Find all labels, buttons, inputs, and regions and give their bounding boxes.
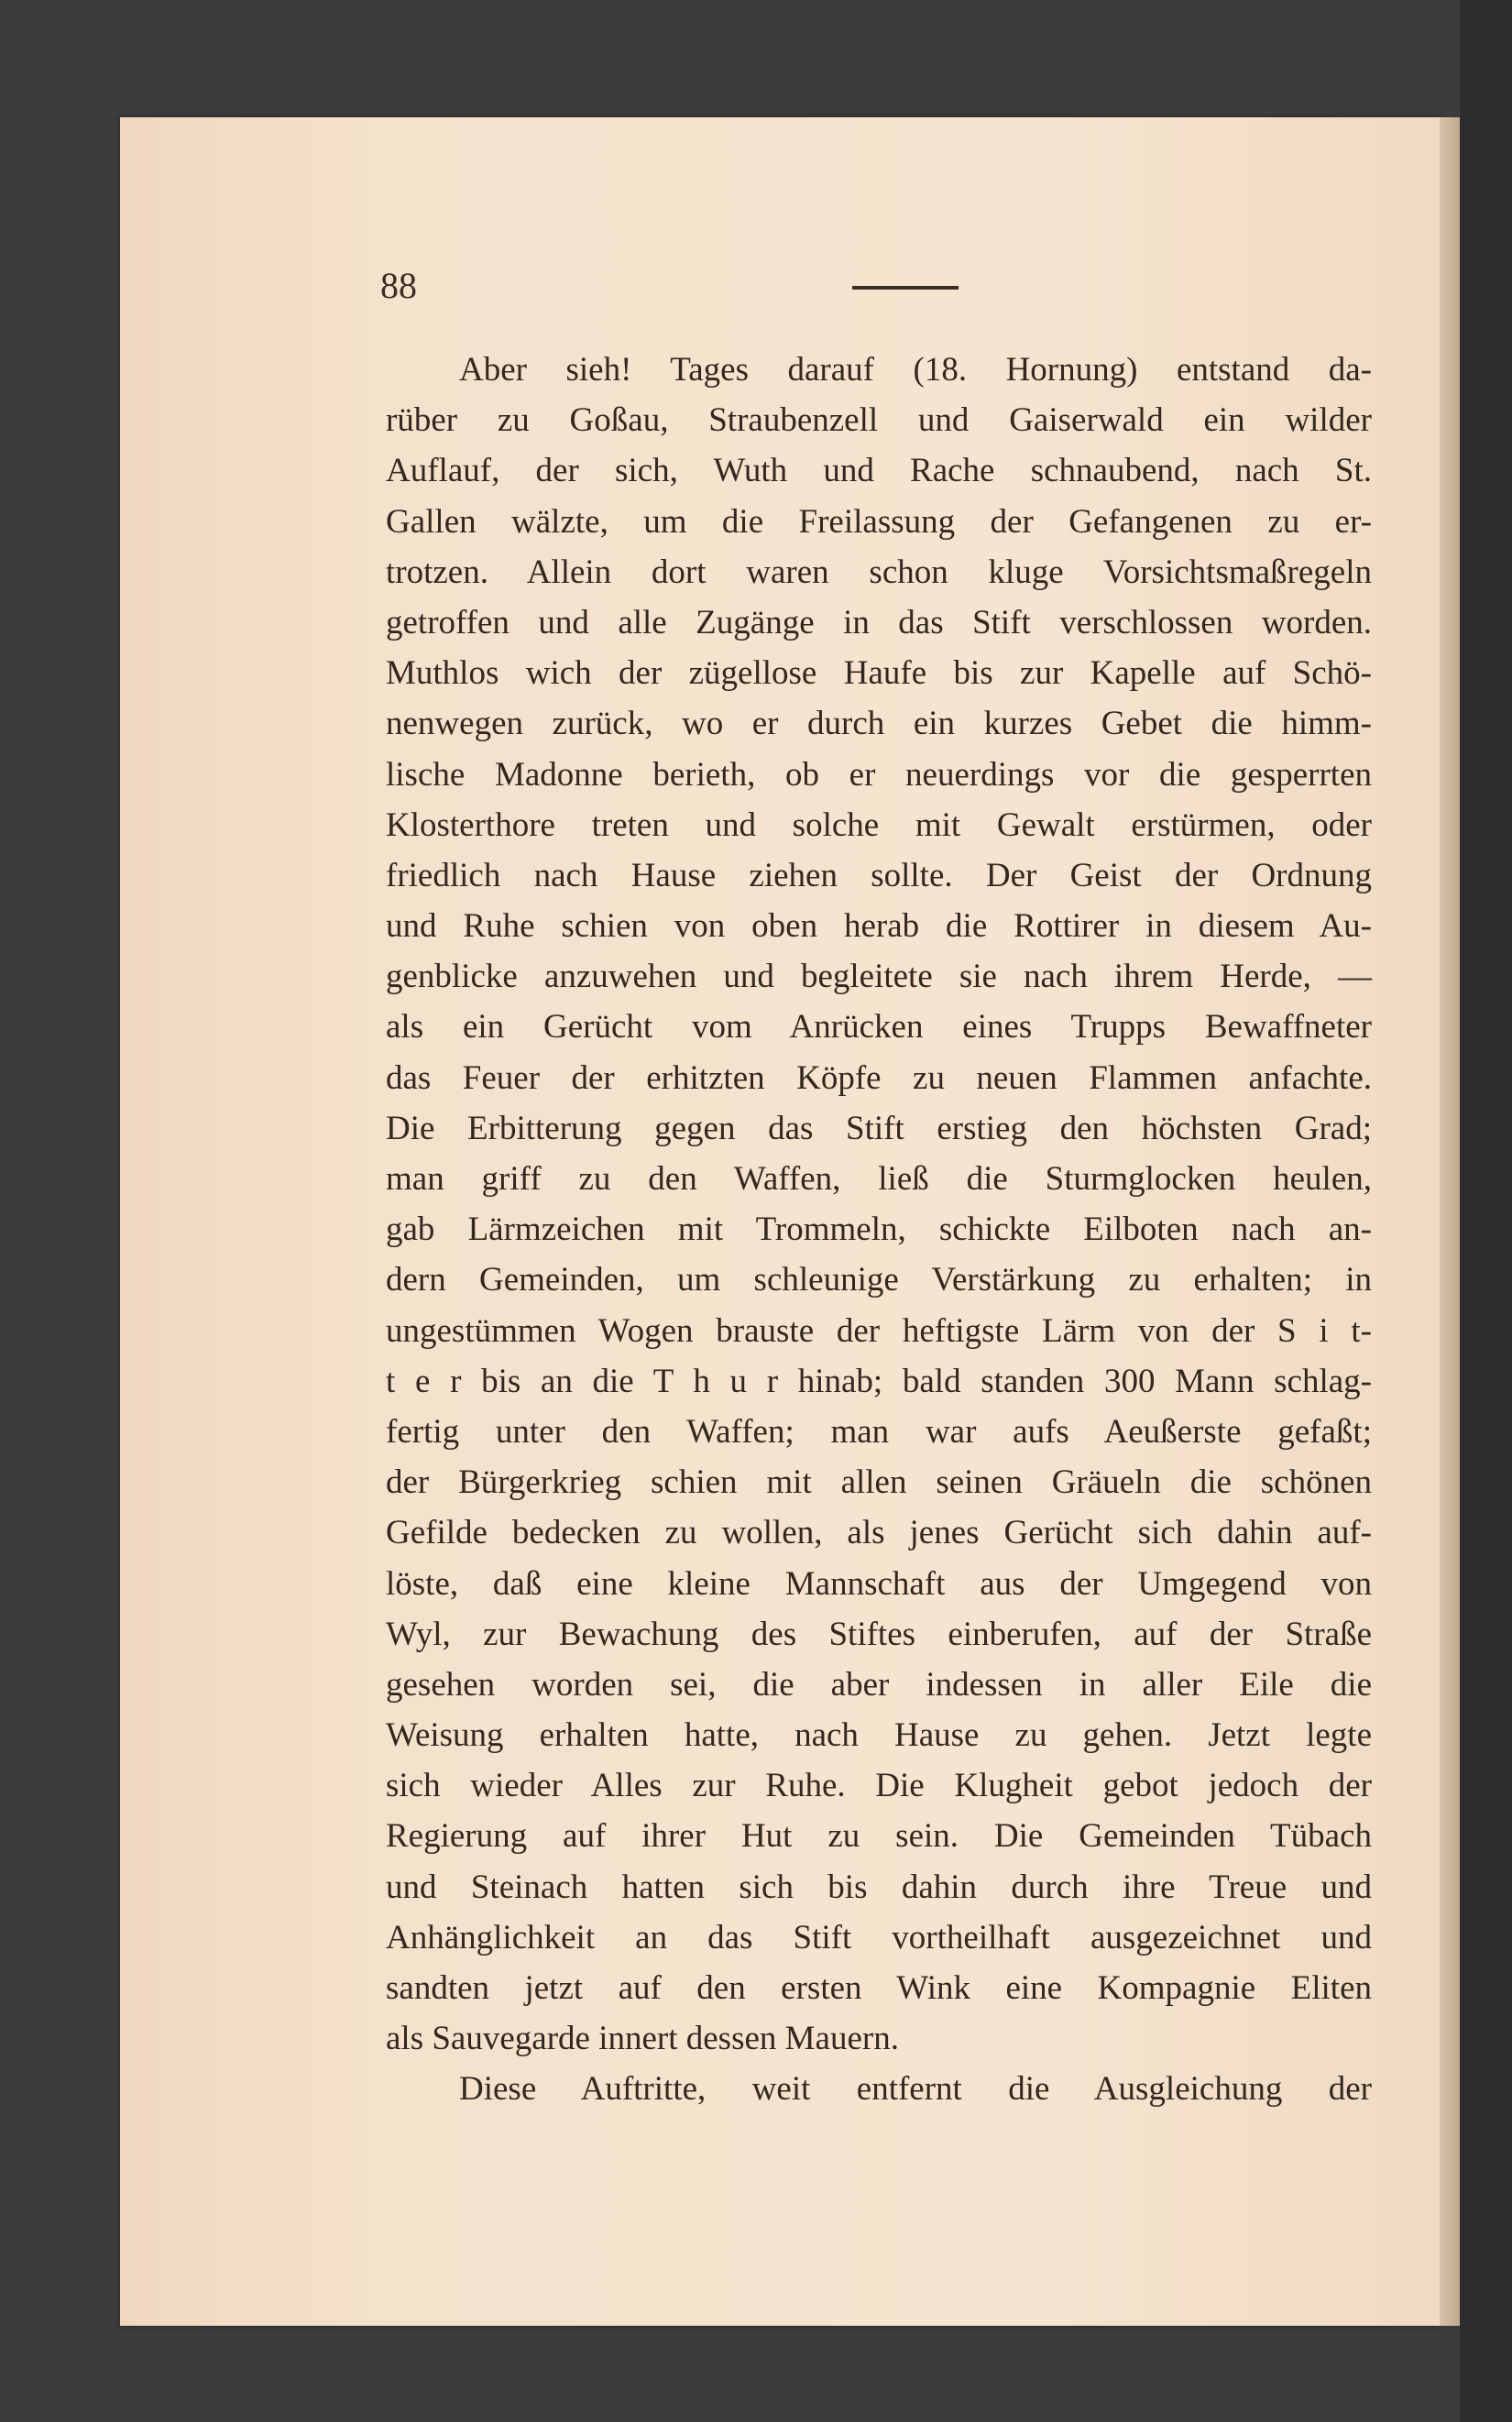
text-line: genblicke anzuwehen und begleitete sie nach ihrem Herde, —: [386, 958, 1372, 996]
text-line: trotzen. Allein dort waren schon kluge Vorsichtsmaßregeln: [386, 553, 1372, 591]
text-line: löste, daß eine kleine Mannschaft aus der Umgegend von: [386, 1564, 1372, 1603]
body-text: [386, 345, 1372, 2115]
text-line: gesehen worden sei, die aber indessen in aller Eile die: [386, 1665, 1372, 1704]
text-line: das Feuer der erhitzten Köpfe zu neuen Flammen anfachte.: [386, 1058, 1372, 1097]
text-line: Gallen wälzte, um die Freilassung der Gefangenen zu er-: [386, 502, 1372, 541]
text-line: und Ruhe schien von oben herab die Rottirer in diesem Au-: [386, 907, 1372, 946]
text-line: Die Erbitterung gegen das Stift erstieg den höchsten Grad;: [386, 1109, 1372, 1147]
text-line: Anhänglichkeit an das Stift vortheilhaft ausgezeichnet und: [386, 1918, 1372, 1956]
adjacent-page-shadow: [1460, 0, 1512, 2422]
text-line: Diese Auftritte, weit entfernt die Ausgleichung der: [459, 2070, 1372, 2109]
text-line: t e r bis an die T h u r hinab; bald standen 300 Mann schlag-: [386, 1362, 1372, 1400]
text-line: nenwegen zurück, wo er durch ein kurzes Gebet die himm-: [386, 705, 1372, 743]
header-rule: [852, 286, 959, 290]
page-number: 88: [380, 265, 417, 306]
page-edge: [1440, 117, 1460, 2326]
text-line: ungestümmen Wogen brauste der heftigste Lärm von der S i t-: [386, 1311, 1372, 1350]
text-line: rüber zu Goßau, Straubenzell und Gaiserwald ein wilder: [386, 401, 1372, 440]
text-line: als Sauvegarde innert dessen Mauern.: [386, 2020, 899, 2058]
text-line: sich wieder Alles zur Ruhe. Die Klugheit gebot jedoch der: [386, 1767, 1372, 1805]
text-line: getroffen und alle Zugänge in das Stift verschlossen worden.: [386, 603, 1372, 641]
text-line: und Steinach hatten sich bis dahin durch ihre Treue und: [386, 1868, 1372, 1906]
text-line: Auflauf, der sich, Wuth und Rache schnaubend, nach St.: [386, 452, 1372, 490]
text-line: der Bürgerkrieg schien mit allen seinen Gräueln die schönen: [386, 1463, 1372, 1502]
book-page: [120, 117, 1440, 2326]
text-line: lische Madonne berieth, ob er neuerdings vor die gesperrten: [386, 755, 1372, 794]
text-line: Aber sieh! Tages darauf (18. Hornung) entstand da-: [459, 351, 1372, 389]
text-line: friedlich nach Hause ziehen sollte. Der Geist der Ordnung: [386, 856, 1372, 894]
text-line: Regierung auf ihrer Hut zu sein. Die Gemeinden Tübach: [386, 1817, 1372, 1856]
text-line: Weisung erhalten hatte, nach Hause zu gehen. Jetzt legte: [386, 1716, 1372, 1755]
text-line: gab Lärmzeichen mit Trommeln, schickte Eilboten nach an-: [386, 1211, 1372, 1249]
text-line: fertig unter den Waffen; man war aufs Aeußerste gefaßt;: [386, 1412, 1372, 1451]
text-line: dern Gemeinden, um schleunige Verstärkung zu erhalten; in: [386, 1261, 1372, 1299]
text-line: sandten jetzt auf den ersten Wink eine Kompagnie Eliten: [386, 1969, 1372, 2007]
text-line: Wyl, zur Bewachung des Stiftes einberufen, auf der Straße: [386, 1615, 1372, 1653]
text-line: man griff zu den Waffen, ließ die Sturmglocken heulen,: [386, 1160, 1372, 1198]
text-line: Klosterthore treten und solche mit Gewalt erstürmen, oder: [386, 806, 1372, 844]
text-line: als ein Gerücht vom Anrücken eines Trupps Bewaffneter: [386, 1008, 1372, 1047]
text-line: Gefilde bedecken zu wollen, als jenes Gerücht sich dahin auf-: [386, 1514, 1372, 1552]
text-line: Muthlos wich der zügellose Haufe bis zur Kapelle auf Schö-: [386, 654, 1372, 693]
